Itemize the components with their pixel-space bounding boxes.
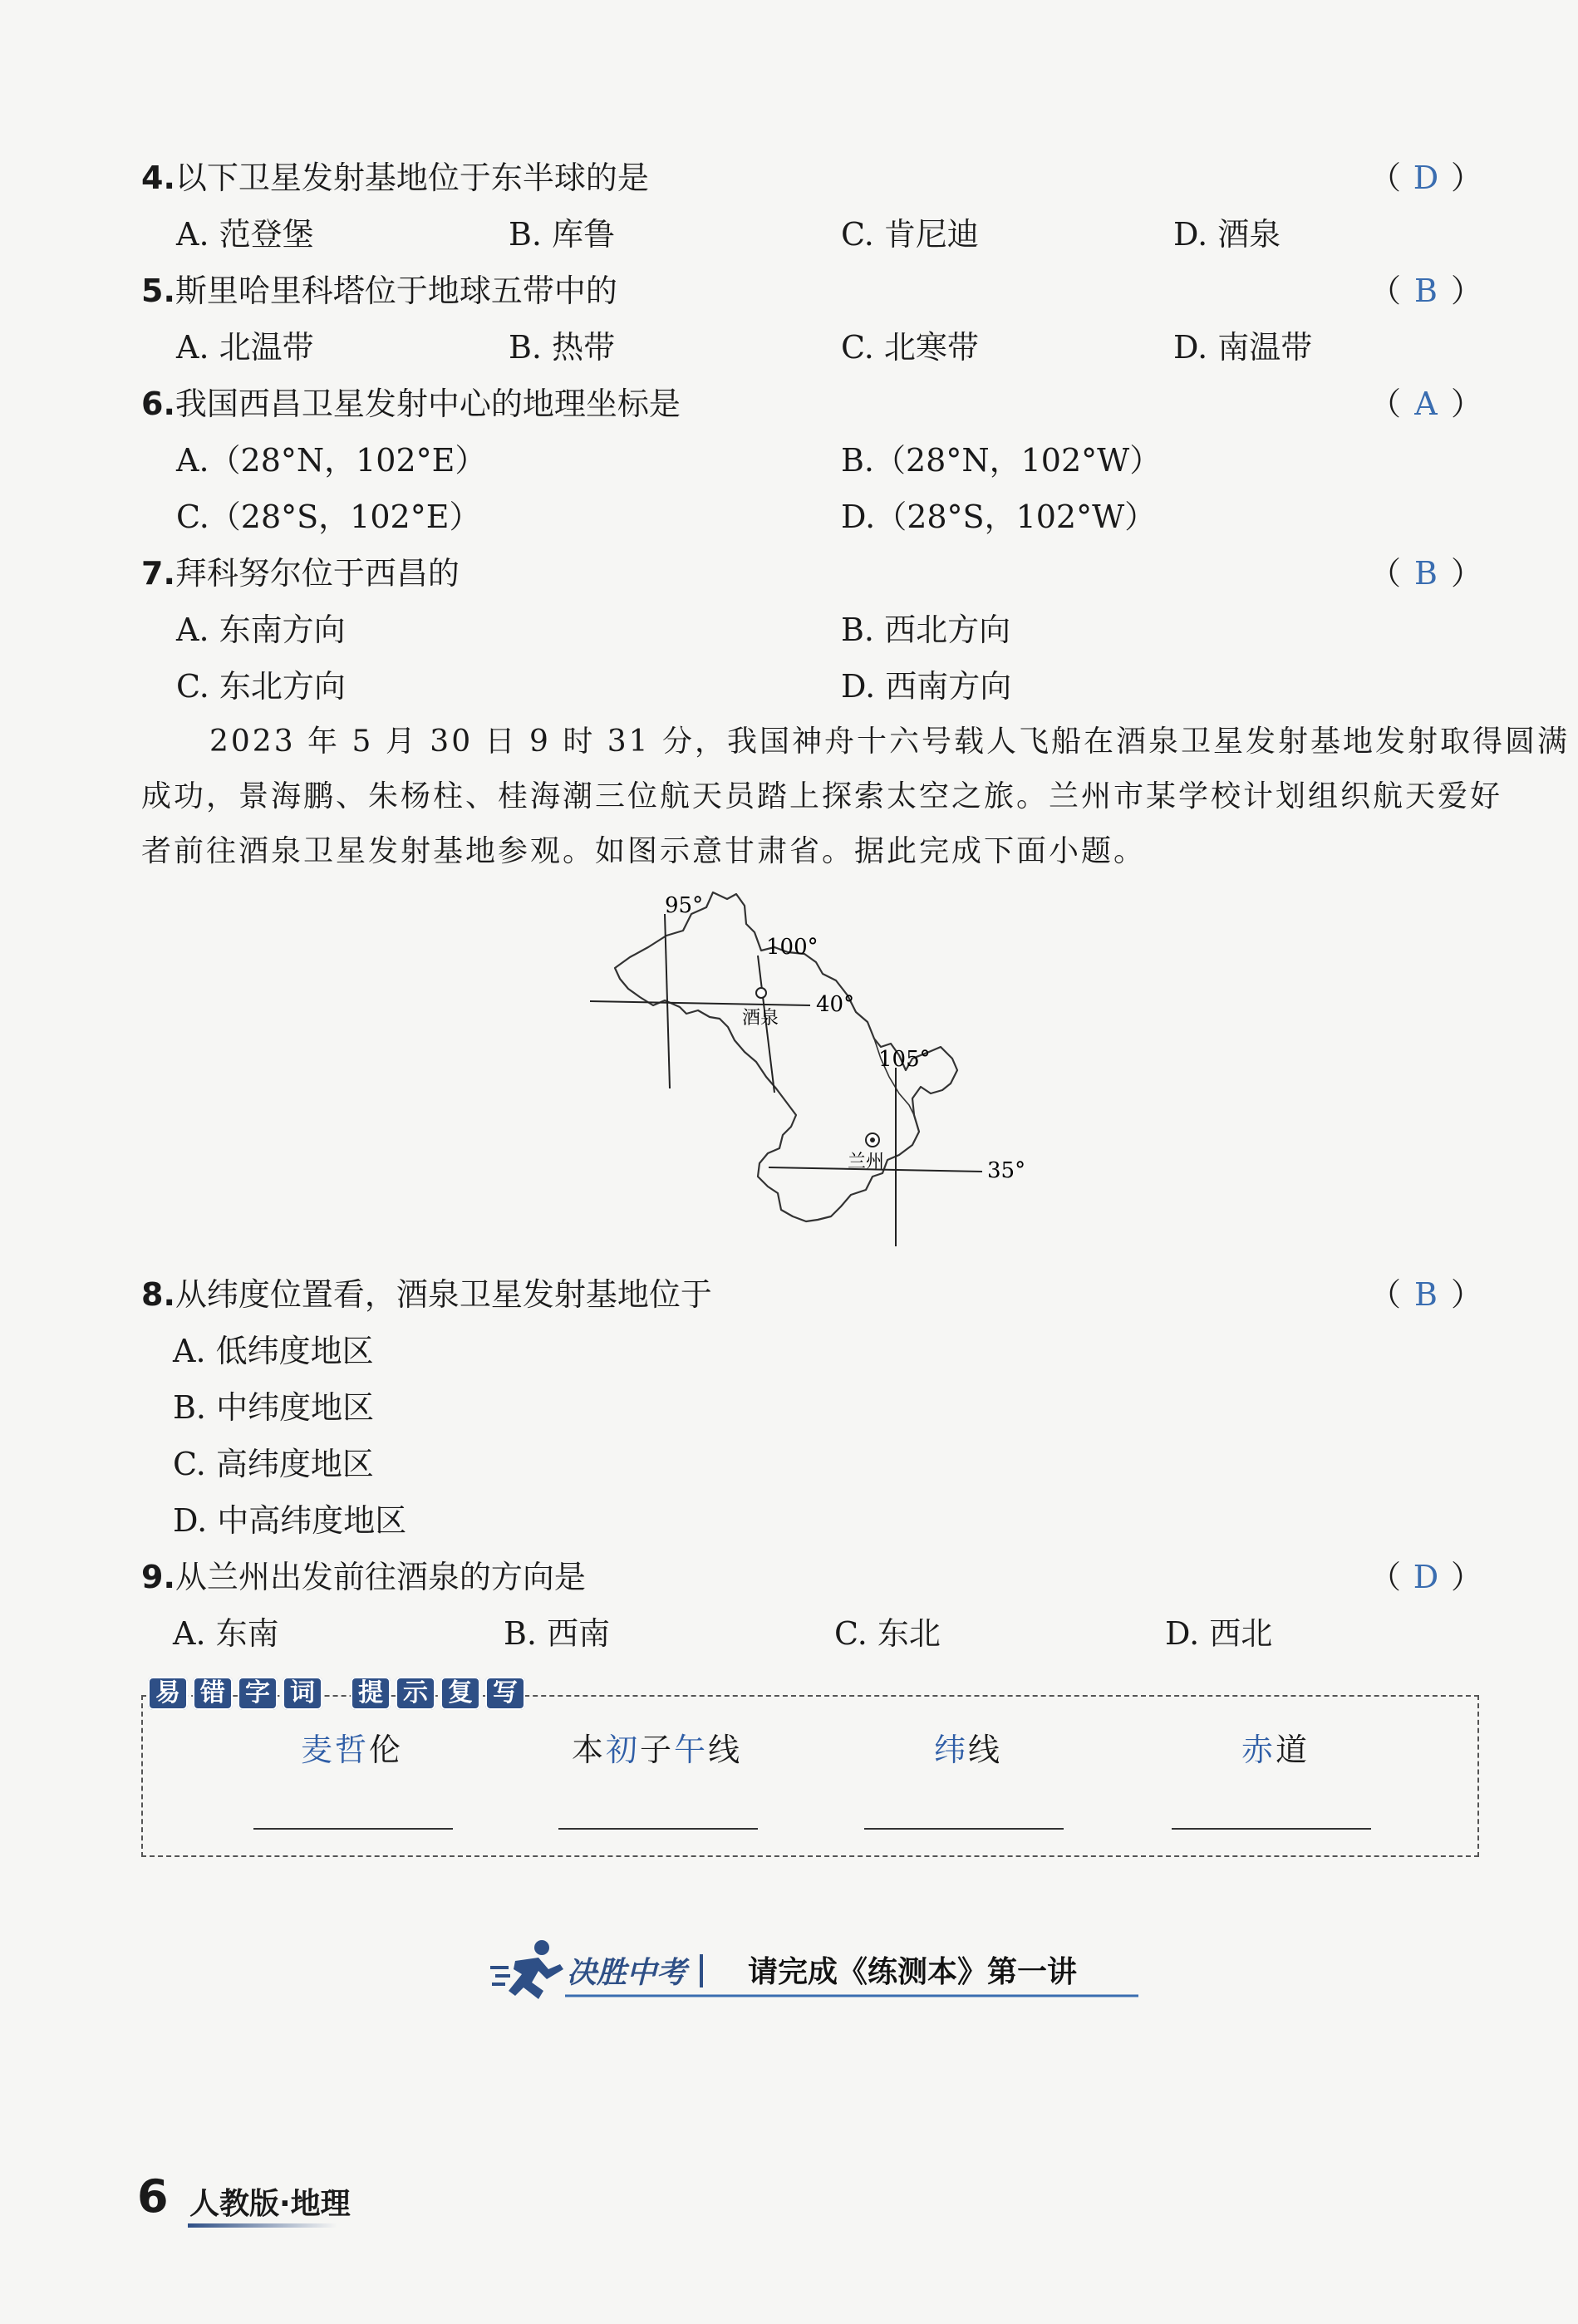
question-text: 以下卫星发射基地位于东半球的是 [175,160,649,196]
tag-char: 写 [485,1677,525,1710]
word-char: 线 [968,1732,1003,1768]
passage-line: 成功，景海鹏、朱杨柱、桂海潮三位航天员踏上探索太空之旅。兰州市某学校计划组织航天爱好 [141,779,1503,813]
answer-8: （ B ） [1369,1276,1482,1313]
answer-7: （ B ） [1369,555,1482,592]
option: D. 南温带 [1173,329,1313,366]
question-number: 6. [141,386,175,422]
option: C. 高纬度地区 [173,1446,374,1482]
write-blank[interactable] [558,1828,758,1830]
footer-title: 人教版·地理 [189,2187,351,2221]
question-number: 7. [141,555,175,592]
option: A.（28°N，102°E） [176,442,487,479]
question-number: 9. [141,1559,175,1595]
option: D. 酒泉 [1173,216,1281,253]
answer-letter: B [1414,273,1438,309]
option: C. 北寒带 [841,329,979,366]
answer-6: （ A ） [1369,386,1482,422]
word-char-highlight: 午 [674,1732,709,1768]
lat40-label: 40° [816,992,855,1017]
option: B. 西南 [504,1615,611,1652]
lon105-label: 105° [878,1047,931,1072]
tag-char: 提 [351,1677,391,1710]
write-blank[interactable] [1172,1828,1371,1830]
passage-line: 者前往酒泉卫星发射基地参观。如图示意甘肃省。据此完成下面小题。 [141,834,1147,868]
option: B. 热带 [509,329,616,366]
option: D.（28°S，102°W） [841,499,1157,535]
question-5 [141,271,617,311]
option: A. 范登堡 [176,216,314,253]
question-4 [141,158,649,198]
question-9 [141,1557,586,1597]
word-char-highlight: 初 [606,1732,641,1768]
question-7 [141,553,460,593]
vocab-tags [148,1677,525,1710]
vocab-word [572,1730,742,1770]
option: D. 西南方向 [841,668,1012,705]
question-number: 4. [141,160,175,196]
question-text: 我国西昌卫星发射中心的地理坐标是 [175,386,681,422]
vocab-word [1241,1730,1310,1770]
gansu-map [582,881,1047,1250]
question-8 [141,1275,712,1314]
option: B. 中纬度地区 [173,1389,375,1426]
word-char-highlight: 纬 [934,1732,969,1768]
lanzhou-marker-inner [870,1137,875,1142]
answer-letter: D [1413,160,1439,196]
option: B. 西北方向 [841,612,1011,648]
tag-char: 错 [193,1677,233,1710]
option: C. 肯尼迪 [841,216,979,253]
question-text: 从兰州出发前往酒泉的方向是 [175,1559,586,1595]
option: B. 库鲁 [509,216,616,253]
passage-line: 2023 年 5 月 30 日 9 时 31 分，我国神舟十六号载人飞船在酒泉卫星发射基地发射取得圆满 [209,725,1571,759]
vocab-word [934,1730,1002,1770]
option: C. 东北 [834,1615,941,1652]
lon95-label: 95° [665,893,704,918]
runner-icon [490,1940,563,1999]
write-blank[interactable] [864,1828,1064,1830]
lon100-label: 100° [766,935,818,960]
tag-char: 易 [148,1677,188,1710]
option: D. 西北 [1165,1615,1273,1652]
question-text: 拜科努尔位于西昌的 [175,555,460,592]
question-text: 斯里哈里科塔位于地球五带中的 [175,273,617,309]
option: C. 东北方向 [176,668,346,705]
question-text: 从纬度位置看，酒泉卫星发射基地位于 [175,1276,712,1313]
write-blank[interactable] [253,1828,453,1830]
tag-char: 字 [238,1677,278,1710]
question-number: 5. [141,273,175,309]
answer-9: （ D ） [1369,1559,1482,1595]
answer-5: （ B ） [1369,273,1482,309]
question-number: 8. [141,1276,175,1313]
jiuquan-marker [756,988,766,998]
tag-char: 示 [396,1677,435,1710]
answer-letter: D [1413,1559,1439,1595]
option: A. 北温带 [176,329,314,366]
option: A. 东南方向 [176,612,346,648]
word-char-highlight: 赤 [1241,1732,1276,1768]
option: A. 低纬度地区 [173,1333,374,1369]
answer-4: （ D ） [1369,160,1482,196]
footer-underline [188,2223,337,2228]
option: D. 中高纬度地区 [173,1502,407,1539]
banner-divider [700,1954,703,1987]
word-char-highlight: 哲 [335,1732,370,1768]
word-char: 道 [1276,1732,1310,1768]
jiuquan-label: 酒泉 [742,1008,779,1029]
tag-char: 复 [440,1677,480,1710]
word-char: 麦 [301,1732,336,1768]
option: A. 东南 [173,1615,279,1652]
banner-text: 请完成《练测本》第一讲 [748,1955,1078,1989]
option: B.（28°N，102°W） [841,442,1162,479]
passage [141,715,1571,879]
word-char: 伦 [369,1732,404,1768]
latitude-40 [590,1001,810,1005]
answer-letter: B [1414,555,1438,592]
word-char: 本 [572,1732,607,1768]
question-6 [141,384,681,424]
vocab-word [301,1730,403,1770]
lanzhou-label: 兰州 [848,1152,885,1172]
tag-char: 词 [283,1677,322,1710]
banner-brand: 决胜中考 [567,1956,687,1990]
answer-letter: A [1414,386,1438,422]
word-char: 子 [640,1732,675,1768]
lat35-label: 35° [987,1158,1026,1183]
answer-letter: B [1414,1276,1438,1313]
page-number: 6 [137,2170,169,2223]
word-char: 线 [708,1732,743,1768]
option: C.（28°S，102°E） [176,499,481,535]
vocab-box [141,1695,1479,1857]
